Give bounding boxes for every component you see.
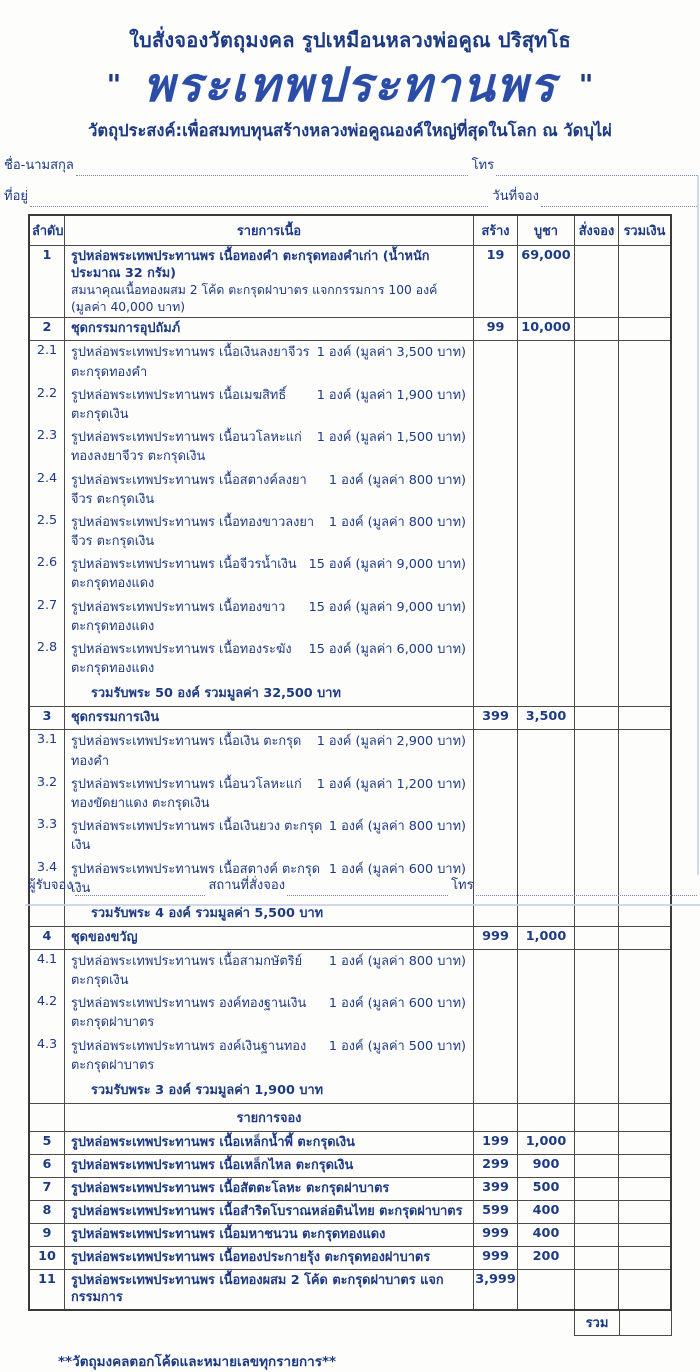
sub-item-cell bbox=[65, 992, 474, 1034]
col-header-price: บูชา bbox=[518, 216, 575, 245]
sub-item-qty-value: 1 องค์ (มูลค่า 1,900 บาท) bbox=[316, 387, 466, 403]
grand-total-box bbox=[574, 1311, 672, 1336]
sub-item-qty-value: 1 องค์ (มูลค่า 500 บาท) bbox=[328, 1038, 466, 1054]
table-row bbox=[30, 992, 670, 1034]
item-cell bbox=[65, 927, 474, 949]
item-cell bbox=[65, 246, 474, 318]
sub-row-number-cell: 2.3 bbox=[30, 426, 65, 468]
order-qty-cell bbox=[575, 1247, 619, 1269]
table-row bbox=[30, 511, 670, 553]
table-row bbox=[30, 469, 670, 511]
sub-item-name: รูปหล่อพระเทพประทานพร เนื้อทองขาวลงยาจีวร ตะกรุดเงิน bbox=[71, 514, 315, 550]
item-name: รูปหล่อพระเทพประทานพร เนื้อมหาชนวน ตะกรุดทองแดง bbox=[71, 1227, 386, 1243]
sub-row-number-cell: 4.1 bbox=[30, 950, 65, 992]
made-count-cell: 399 bbox=[474, 707, 518, 729]
sub-item-qty-value: 1 องค์ (มูลค่า 800 บาท) bbox=[328, 472, 466, 488]
group-summary-text: รวมรับพระ 3 องค์ รวมมูลค่า 1,900 บาท bbox=[65, 1077, 474, 1103]
sub-item-qty-value: 1 องค์ (มูลค่า 600 บาท) bbox=[328, 996, 466, 1012]
item-cell bbox=[65, 707, 474, 729]
price-cell: 400 bbox=[518, 1224, 575, 1246]
table-row bbox=[30, 729, 670, 772]
order-qty-cell bbox=[575, 1224, 619, 1246]
made-count-cell bbox=[474, 773, 518, 815]
order-qty-cell bbox=[575, 900, 619, 926]
table-row bbox=[30, 596, 670, 638]
amount-cell bbox=[619, 638, 670, 680]
order-qty-cell bbox=[575, 1201, 619, 1223]
item-cell bbox=[65, 1155, 474, 1177]
item-cell bbox=[65, 1178, 474, 1200]
table-row bbox=[30, 815, 670, 857]
price-cell bbox=[518, 1270, 575, 1309]
amount-cell bbox=[619, 815, 670, 857]
row-number-cell bbox=[30, 1077, 65, 1103]
order-qty-cell bbox=[575, 553, 619, 595]
amount-cell bbox=[619, 730, 670, 772]
col-header-order: สั่งจอง bbox=[575, 216, 619, 245]
made-count-cell: 599 bbox=[474, 1201, 518, 1223]
item-name: รูปหล่อพระเทพประทานพร เนื้อเหล็กน้ำพี้ ตะกรุดเงิน bbox=[71, 1135, 355, 1151]
table-header-row bbox=[30, 216, 670, 245]
amount-cell bbox=[619, 773, 670, 815]
made-count-cell bbox=[474, 1104, 518, 1131]
sub-item-name: รูปหล่อพระเทพประทานพร เนื้อสามกษัตริย์ ตะกรุดเงิน bbox=[71, 953, 303, 989]
name-label: ชื่อ-นามสกุล bbox=[4, 157, 74, 173]
sub-item-qty-value: 1 องค์ (มูลค่า 800 บาท) bbox=[328, 819, 466, 835]
sub-item-cell bbox=[65, 384, 474, 426]
table-row bbox=[30, 680, 670, 706]
order-qty-cell bbox=[575, 1035, 619, 1077]
item-name: รูปหล่อพระเทพประทานพร เนื้อสำริดโบราณหล่อดินไทย ตะกรุดฝาบาตร bbox=[71, 1204, 463, 1220]
sub-row-number-cell: 2.8 bbox=[30, 638, 65, 680]
order-qty-cell bbox=[575, 469, 619, 511]
price-cell bbox=[518, 553, 575, 595]
order-place-fill-line bbox=[287, 880, 448, 896]
table-row bbox=[30, 926, 670, 949]
sub-item-qty-value: 15 องค์ (มูลค่า 9,000 บาท) bbox=[308, 557, 466, 573]
sub-row-number-cell: 3.3 bbox=[30, 815, 65, 857]
table-row bbox=[30, 1131, 670, 1154]
order-qty-cell bbox=[575, 1132, 619, 1154]
order-qty-cell bbox=[575, 927, 619, 949]
grand-total-label: รวม bbox=[575, 1311, 620, 1335]
name-phone-row bbox=[4, 154, 697, 176]
item-cell bbox=[65, 1270, 474, 1309]
row-number-cell: 5 bbox=[30, 1132, 65, 1154]
made-count-cell bbox=[474, 992, 518, 1034]
row-number-cell: 8 bbox=[30, 1201, 65, 1223]
form-heading: ใบสั่งจองวัตถุมงคล รูปเหมือนหลวงพ่อคูณ ปริสุทโธ bbox=[129, 28, 571, 52]
sub-item-cell bbox=[65, 341, 474, 383]
table-row bbox=[30, 638, 670, 680]
amount-cell bbox=[619, 1035, 670, 1077]
open-quote: " bbox=[106, 68, 122, 101]
sub-item-name: รูปหล่อพระเทพประทานพร เนื้อเงินลงยาจีวร ตะกรุดทองคำ bbox=[71, 345, 310, 380]
order-qty-cell bbox=[575, 773, 619, 815]
order-qty-cell bbox=[575, 992, 619, 1034]
order-qty-cell bbox=[575, 341, 619, 383]
price-cell: 1,000 bbox=[518, 1132, 575, 1154]
order-qty-cell bbox=[575, 638, 619, 680]
item-name: ชุดของขวัญ bbox=[71, 929, 138, 945]
sub-item-name: รูปหล่อพระเทพประทานพร เนื้อนวโลหะแก่ทองลงยาจีวร ตะกรุดเงิน bbox=[71, 430, 302, 465]
table-row bbox=[30, 426, 670, 468]
address-label: ที่อยู่ bbox=[4, 188, 28, 204]
price-cell: 200 bbox=[518, 1247, 575, 1269]
sub-row-number-cell: 2.7 bbox=[30, 596, 65, 638]
price-cell bbox=[518, 815, 575, 857]
sub-item-qty-value: 1 องค์ (มูลค่า 600 บาท) bbox=[328, 861, 466, 877]
item-name: รูปหล่อพระเทพประทานพร เนื้อเหล็กไหล ตะกรุดเงิน bbox=[71, 1158, 354, 1174]
price-cell bbox=[518, 773, 575, 815]
name-fill-line bbox=[76, 160, 468, 176]
price-cell bbox=[518, 950, 575, 992]
made-count-cell bbox=[474, 1077, 518, 1103]
price-cell bbox=[518, 638, 575, 680]
amount-cell bbox=[619, 426, 670, 468]
table-row bbox=[30, 317, 670, 340]
item-bonus-note: สมนาคุณเนื้อทองผสม 2 โค้ด ตะกรุดฝาบาตร แจกกรรมการ 100 องค์ (มูลค่า 40,000 บาท) bbox=[71, 283, 438, 314]
price-cell bbox=[518, 384, 575, 426]
row-number-cell bbox=[30, 1104, 65, 1131]
order-qty-cell bbox=[575, 1270, 619, 1309]
row-number-cell: 11 bbox=[30, 1270, 65, 1309]
row-number-cell: 1 bbox=[30, 246, 65, 318]
section-title: รายการจอง bbox=[65, 1104, 474, 1131]
made-count-cell: 3,999 bbox=[474, 1270, 518, 1309]
price-cell bbox=[518, 426, 575, 468]
footer-signature-row bbox=[28, 874, 697, 896]
receiver-label: ผู้รับจอง bbox=[28, 878, 73, 893]
price-cell: 3,500 bbox=[518, 707, 575, 729]
order-qty-cell bbox=[575, 950, 619, 992]
amount-cell bbox=[619, 1077, 670, 1103]
footer-phone-label: โทร bbox=[451, 878, 474, 893]
price-cell bbox=[518, 596, 575, 638]
address-date-row bbox=[4, 185, 697, 207]
sub-row-number-cell: 4.3 bbox=[30, 1035, 65, 1077]
table-row bbox=[30, 1035, 670, 1077]
row-number-cell: 2 bbox=[30, 318, 65, 340]
order-qty-cell bbox=[575, 1077, 619, 1103]
made-count-cell bbox=[474, 815, 518, 857]
price-cell bbox=[518, 341, 575, 383]
sub-item-qty-value: 1 องค์ (มูลค่า 1,500 บาท) bbox=[316, 430, 466, 446]
amount-cell bbox=[619, 596, 670, 638]
item-cell bbox=[65, 1132, 474, 1154]
group-summary-text: รวมรับพระ 50 องค์ รวมมูลค่า 32,500 บาท bbox=[65, 680, 474, 706]
price-cell: 400 bbox=[518, 1201, 575, 1223]
booking-date-fill-line bbox=[541, 191, 697, 207]
sub-item-name: รูปหล่อพระเทพประทานพร เนื้อเมฆสิทธิ์ ตะกรุดเงิน bbox=[71, 387, 287, 422]
price-cell: 1,000 bbox=[518, 927, 575, 949]
amount-cell bbox=[619, 1224, 670, 1246]
row-number-cell: 6 bbox=[30, 1155, 65, 1177]
sub-item-cell bbox=[65, 1035, 474, 1077]
price-cell bbox=[518, 1077, 575, 1103]
made-count-cell bbox=[474, 384, 518, 426]
sub-row-number-cell: 2.5 bbox=[30, 511, 65, 553]
sub-item-qty-value: 15 องค์ (มูลค่า 6,000 บาท) bbox=[308, 642, 466, 658]
sub-item-name: รูปหล่อพระเทพประทานพร องค์ทองฐานเงิน ตะกรุดฝาบาตร bbox=[71, 996, 307, 1031]
amount-cell bbox=[619, 318, 670, 340]
grand-total-value-cell bbox=[620, 1311, 671, 1335]
made-count-cell: 999 bbox=[474, 1224, 518, 1246]
sub-row-number-cell: 2.1 bbox=[30, 341, 65, 383]
made-count-cell bbox=[474, 680, 518, 706]
item-name: รูปหล่อพระเทพประทานพร เนื้อสัตตะโลหะ ตะกรุดฝาบาตร bbox=[71, 1181, 390, 1197]
amount-cell bbox=[619, 246, 670, 318]
order-table bbox=[28, 214, 672, 1311]
price-cell bbox=[518, 469, 575, 511]
table-row bbox=[30, 1246, 670, 1269]
order-qty-cell bbox=[575, 426, 619, 468]
table-row bbox=[30, 773, 670, 815]
sub-item-cell bbox=[65, 815, 474, 857]
made-count-cell: 999 bbox=[474, 927, 518, 949]
price-cell: 500 bbox=[518, 1178, 575, 1200]
item-cell bbox=[65, 1224, 474, 1246]
sub-item-cell bbox=[65, 469, 474, 511]
price-cell: 10,000 bbox=[518, 318, 575, 340]
item-name: รูปหล่อพระเทพประทานพร เนื้อทองผสม 2 โค้ด ตะกรุดฝาบาตร แจกกรรมการ bbox=[71, 1273, 444, 1306]
amount-cell bbox=[619, 1155, 670, 1177]
booking-date-label: วันที่จอง bbox=[492, 188, 539, 204]
price-cell: 69,000 bbox=[518, 246, 575, 318]
sub-row-number-cell: 3.2 bbox=[30, 773, 65, 815]
item-name: รูปหล่อพระเทพประทานพร เนื้อทองคำ ตะกรุดทองคำเก่า (น้ำหนักประมาณ 32 กรัม) bbox=[71, 248, 430, 281]
made-count-cell: 199 bbox=[474, 1132, 518, 1154]
made-count-cell bbox=[474, 638, 518, 680]
made-count-cell bbox=[474, 511, 518, 553]
order-qty-cell bbox=[575, 511, 619, 553]
order-qty-cell bbox=[575, 596, 619, 638]
sub-item-name: รูปหล่อพระเทพประทานพร เนื้อเงิน ตะกรุดทองคำ bbox=[71, 734, 302, 769]
sub-item-cell bbox=[65, 638, 474, 680]
made-count-cell bbox=[474, 341, 518, 383]
table-row bbox=[30, 1077, 670, 1103]
table-row bbox=[30, 340, 670, 383]
order-qty-cell bbox=[575, 815, 619, 857]
price-cell: 900 bbox=[518, 1155, 575, 1177]
sub-item-cell bbox=[65, 950, 474, 992]
receiver-fill-line bbox=[75, 880, 206, 896]
sub-item-qty-value: 1 องค์ (มูลค่า 800 บาท) bbox=[328, 514, 466, 530]
item-cell bbox=[65, 1247, 474, 1269]
price-cell bbox=[518, 1035, 575, 1077]
price-cell bbox=[518, 680, 575, 706]
table-row bbox=[30, 1177, 670, 1200]
made-count-cell bbox=[474, 553, 518, 595]
price-cell bbox=[518, 511, 575, 553]
amount-cell bbox=[619, 469, 670, 511]
item-cell bbox=[65, 1201, 474, 1223]
price-cell bbox=[518, 992, 575, 1034]
order-qty-cell bbox=[575, 246, 619, 318]
sub-row-number-cell: 4.2 bbox=[30, 992, 65, 1034]
made-count-cell bbox=[474, 596, 518, 638]
purpose-subtitle: วัตถุประสงค์:เพื่อสมทบทุนสร้างหลวงพ่อคูณองค์ใหญ่ที่สุดในโลก ณ วัดบุไผ่ bbox=[88, 120, 612, 140]
order-qty-cell bbox=[575, 384, 619, 426]
amount-cell bbox=[619, 950, 670, 992]
row-number-cell bbox=[30, 900, 65, 926]
order-qty-cell bbox=[575, 707, 619, 729]
table-row bbox=[30, 553, 670, 595]
table-row bbox=[30, 1154, 670, 1177]
made-count-cell bbox=[474, 1035, 518, 1077]
group-summary-text: รวมรับพระ 4 องค์ รวมมูลค่า 5,500 บาท bbox=[65, 900, 474, 926]
item-name: ชุดกรรมการอุปถัมภ์ bbox=[71, 321, 181, 337]
made-count-cell bbox=[474, 900, 518, 926]
col-header-total: รวมเงิน bbox=[623, 223, 666, 239]
sub-item-cell bbox=[65, 426, 474, 468]
amount-cell bbox=[619, 900, 670, 926]
sub-row-number-cell: 2.4 bbox=[30, 469, 65, 511]
made-count-cell: 99 bbox=[474, 318, 518, 340]
made-count-cell: 299 bbox=[474, 1155, 518, 1177]
sub-item-name: รูปหล่อพระเทพประทานพร เนื้อเงินยวง ตะกรุดเงิน bbox=[71, 819, 323, 854]
sub-row-number-cell: 2.2 bbox=[30, 384, 65, 426]
order-qty-cell bbox=[575, 680, 619, 706]
made-count-cell: 999 bbox=[474, 1247, 518, 1269]
amount-cell bbox=[619, 992, 670, 1034]
amount-cell bbox=[619, 553, 670, 595]
table-row bbox=[30, 1223, 670, 1246]
sub-item-cell bbox=[65, 511, 474, 553]
row-number-cell: 3 bbox=[30, 707, 65, 729]
amount-cell bbox=[619, 1270, 670, 1309]
item-name: รูปหล่อพระเทพประทานพร เนื้อทองประกายรุ้ง ตะกรุดทองฝาบาตร bbox=[71, 1250, 431, 1266]
made-count-cell bbox=[474, 730, 518, 772]
sub-item-name: รูปหล่อพระเทพประทานพร เนื้อจีวรน้ำเงิน ตะกรุดทองแดง bbox=[71, 557, 297, 592]
amount-cell bbox=[619, 1132, 670, 1154]
code-stamp-footnote: **วัตถุมงคลตอกโค้ดและหมายเลขทุกรายการ** bbox=[58, 1353, 337, 1370]
amount-cell bbox=[619, 1247, 670, 1269]
grand-total-box-wrap bbox=[28, 1311, 672, 1336]
sub-row-number-cell: 3.4 bbox=[30, 858, 65, 900]
made-count-cell bbox=[474, 426, 518, 468]
table-row bbox=[30, 1103, 670, 1131]
sub-item-qty-value: 1 องค์ (มูลค่า 2,900 บาท) bbox=[316, 734, 466, 750]
sub-item-cell bbox=[65, 553, 474, 595]
order-qty-cell bbox=[575, 1155, 619, 1177]
col-header-made: สร้าง bbox=[474, 216, 518, 245]
amount-cell bbox=[619, 1178, 670, 1200]
sub-item-qty-value: 15 องค์ (มูลค่า 9,000 บาท) bbox=[308, 599, 466, 615]
sub-item-name: รูปหล่อพระเทพประทานพร เนื้อนวโลหะแก่ทองขัดยาแดง ตะกรุดเงิน bbox=[71, 776, 302, 811]
order-qty-cell bbox=[575, 1178, 619, 1200]
row-number-cell: 4 bbox=[30, 927, 65, 949]
sub-item-name: รูปหล่อพระเทพประทานพร เนื้อทองระฆัง ตะกรุดทองแดง bbox=[71, 642, 292, 677]
row-number-cell: 9 bbox=[30, 1224, 65, 1246]
made-count-cell bbox=[474, 469, 518, 511]
phone-label: โทร bbox=[471, 157, 495, 173]
col-header-item: รายการเนื้อ bbox=[65, 216, 474, 245]
amount-cell bbox=[619, 680, 670, 706]
table-row bbox=[30, 900, 670, 926]
sub-item-name: รูปหล่อพระเทพประทานพร เนื้อสตางค์ ตะกรุดเงิน bbox=[71, 861, 321, 896]
order-qty-cell bbox=[575, 1104, 619, 1131]
amount-cell bbox=[619, 384, 670, 426]
row-number-cell bbox=[30, 680, 65, 706]
price-cell bbox=[518, 1104, 575, 1131]
sub-item-qty-value: 1 องค์ (มูลค่า 3,500 บาท) bbox=[316, 345, 466, 361]
title-row bbox=[0, 60, 700, 112]
amount-cell bbox=[619, 511, 670, 553]
amount-cell bbox=[619, 927, 670, 949]
made-count-cell bbox=[474, 950, 518, 992]
sub-row-number-cell: 2.6 bbox=[30, 553, 65, 595]
table-row bbox=[30, 245, 670, 318]
item-name: ชุดกรรมการเงิน bbox=[71, 710, 160, 726]
footer-phone-fill-line bbox=[476, 880, 697, 896]
close-quote: " bbox=[578, 68, 594, 101]
table-row bbox=[30, 1200, 670, 1223]
amount-cell bbox=[619, 707, 670, 729]
table-row bbox=[30, 706, 670, 729]
sub-item-name: รูปหล่อพระเทพประทานพร องค์เงินฐานทอง ตะกรุดฝาบาตร bbox=[71, 1038, 307, 1073]
amount-cell bbox=[619, 1201, 670, 1223]
sub-item-cell bbox=[65, 730, 474, 772]
amount-cell bbox=[619, 1104, 670, 1131]
col-header-index: ลำดับ bbox=[30, 216, 65, 245]
sub-item-name: รูปหล่อพระเทพประทานพร เนื้อทองขาว ตะกรุดทองแดง bbox=[71, 599, 286, 634]
row-number-cell: 7 bbox=[30, 1178, 65, 1200]
amulet-title: พระเทพประทานพร bbox=[143, 58, 557, 113]
sub-item-qty-value: 1 องค์ (มูลค่า 1,200 บาท) bbox=[316, 776, 466, 792]
price-cell bbox=[518, 900, 575, 926]
table-row bbox=[30, 1269, 670, 1309]
sub-item-cell bbox=[65, 596, 474, 638]
address-fill-line bbox=[30, 191, 488, 207]
order-qty-cell bbox=[575, 730, 619, 772]
sub-item-name: รูปหล่อพระเทพประทานพร เนื้อสตางค์ลงยาจีวร ตะกรุดเงิน bbox=[71, 472, 307, 507]
sub-item-qty-value: 1 องค์ (มูลค่า 800 บาท) bbox=[328, 953, 466, 969]
table-row bbox=[30, 949, 670, 992]
made-count-cell: 399 bbox=[474, 1178, 518, 1200]
amount-cell bbox=[619, 341, 670, 383]
price-cell bbox=[518, 730, 575, 772]
sub-item-cell bbox=[65, 773, 474, 815]
sub-row-number-cell: 3.1 bbox=[30, 730, 65, 772]
made-count-cell: 19 bbox=[474, 246, 518, 318]
phone-fill-line bbox=[496, 160, 697, 176]
table-row bbox=[30, 384, 670, 426]
order-place-label: สถานที่สั่งจอง bbox=[208, 878, 286, 893]
item-cell bbox=[65, 318, 474, 340]
order-qty-cell bbox=[575, 318, 619, 340]
row-number-cell: 10 bbox=[30, 1247, 65, 1269]
